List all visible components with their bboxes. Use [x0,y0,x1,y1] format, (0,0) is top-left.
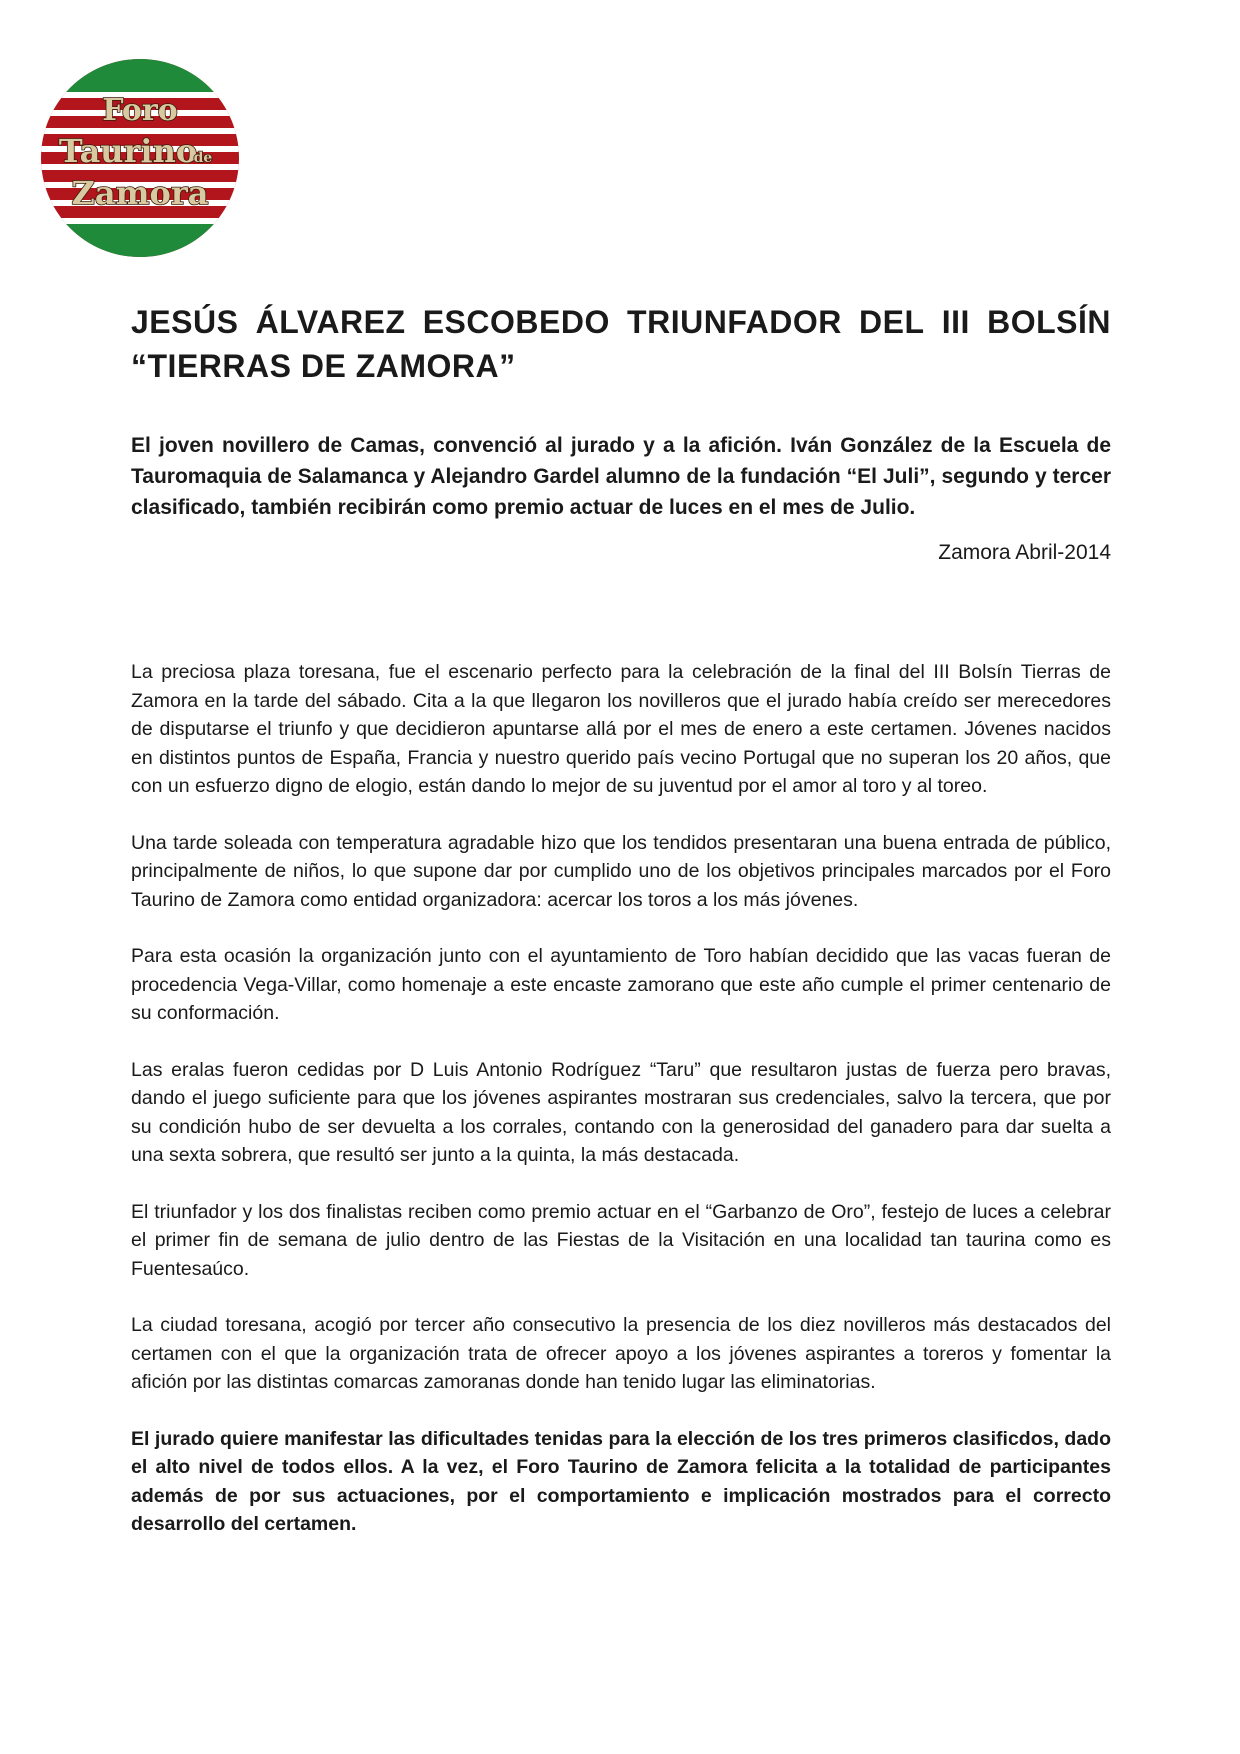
body-paragraph: Una tarde soleada con temperatura agradable hizo que los tendidos presentaran una buena entrada de público, principalmente de niños, lo que supone dar por cumplido uno de los objetivos principales marcados por el Foro Taurino de Zamora como entidad organizadora: acercar los toros a los más jóvenes. [131,831,1111,911]
body-paragraph: Para esta ocasión la organización junto con el ayuntamiento de Toro habían decidido que las vacas fueran de procedencia Vega-Villar, como homenaje a este encaste zamorano que este año cumple el primer centenario de su conformación. [131,945,1111,1024]
title-word: BOLSÍN [987,304,1111,340]
body-paragraph: Las eralas fueron cedidas por D Luis Antonio Rodríguez “Taru” que resultaron justas de fuerza pero bravas, dando el juego suficiente para que los jóvenes aspirantes mostraran sus credenciales, salvo la tercera, que por su condición hubo de ser devuelta a los corrales, contando con la generosidad del ganadero para dar suelta a una sexta sobrera, que resultó ser junto a la quinta, la más destacada. [131,1058,1111,1166]
logo-text-foro: Foro [102,93,178,128]
logo-green-top [40,58,240,92]
title-word: ÁLVAREZ [255,304,406,340]
logo-text-zamora: Zamora [71,174,209,212]
title-word: III [941,304,970,340]
closing-statement: El jurado quiere manifestar las dificultades tenidas para la elección de los tres primeros clasificdos, dado el alto nivel de todos ellos. A la vez, el Foro Taurino de Zamora felicita a la totalidad de participantes además de por sus actuaciones, por el comportamiento e implicación mostrados para el correcto desarrollo del certamen. [131,1427,1111,1535]
title-word: TRIUNFADOR [627,304,842,340]
article-lead: El joven novillero de Camas, convenció al jurado y a la afición. Iván González de la Escuela de Tauromaquia de Salamanca y Alejandro Gardel alumno de la fundación “El Juli”, segundo y tercer clasificado, también recibirán como premio actuar de luces en el mes de Julio. [131,434,1111,519]
logo-text-de: de [193,150,213,166]
body-paragraph: La ciudad toresana, acogió por tercer año consecutivo la presencia de los diez novilleros más destacados del certamen con el que la organización trata de ofrecer apoyo a los jóvenes aspirantes a toreros y fomentar la afición por las distintas comarcas zamoranas donde han tenido lugar las eliminatorias. [131,1314,1111,1393]
title-line-1 [131,300,1111,344]
body-paragraph: La preciosa plaza toresana, fue el escenario perfecto para la celebración de la final del III Bolsín Tierras de Zamora en la tarde del sábado. Cita a la que llegaron los novilleros que el jurado había creído ser merecedores de disputarse el triunfo y que decidieron apuntarse allá por el mes de enero a este certamen. Jóvenes nacidos en distintos puntos de España, Francia y nuestro querido país vecino Portugal que no superan los 20 años, que con un esfuerzo digno de elogio, están dando lo mejor de su juventud por el amor al toro y al toreo. [131,661,1111,797]
title-line-2: “TIERRAS DE ZAMORA” [131,348,516,384]
logo-emblem [40,58,240,258]
title-word: JESÚS [131,304,239,340]
article [131,300,1111,1539]
logo-green-bottom [40,224,240,258]
article-title [131,300,1111,388]
article-dateline: Zamora Abril-2014 [938,541,1111,564]
title-word: ESCOBEDO [422,304,610,340]
foro-taurino-logo [40,58,240,258]
body-paragraph: El triunfador y los dos finalistas reciben como premio actuar en el “Garbanzo de Oro”, festejo de luces a celebrar el primer fin de semana de julio dentro de las Fiestas de la Visitación en una localidad tan taurina como es Fuentesaúco. [131,1200,1111,1280]
title-word: DEL [859,304,925,340]
logo-text-taurino: Taurino [58,132,198,170]
